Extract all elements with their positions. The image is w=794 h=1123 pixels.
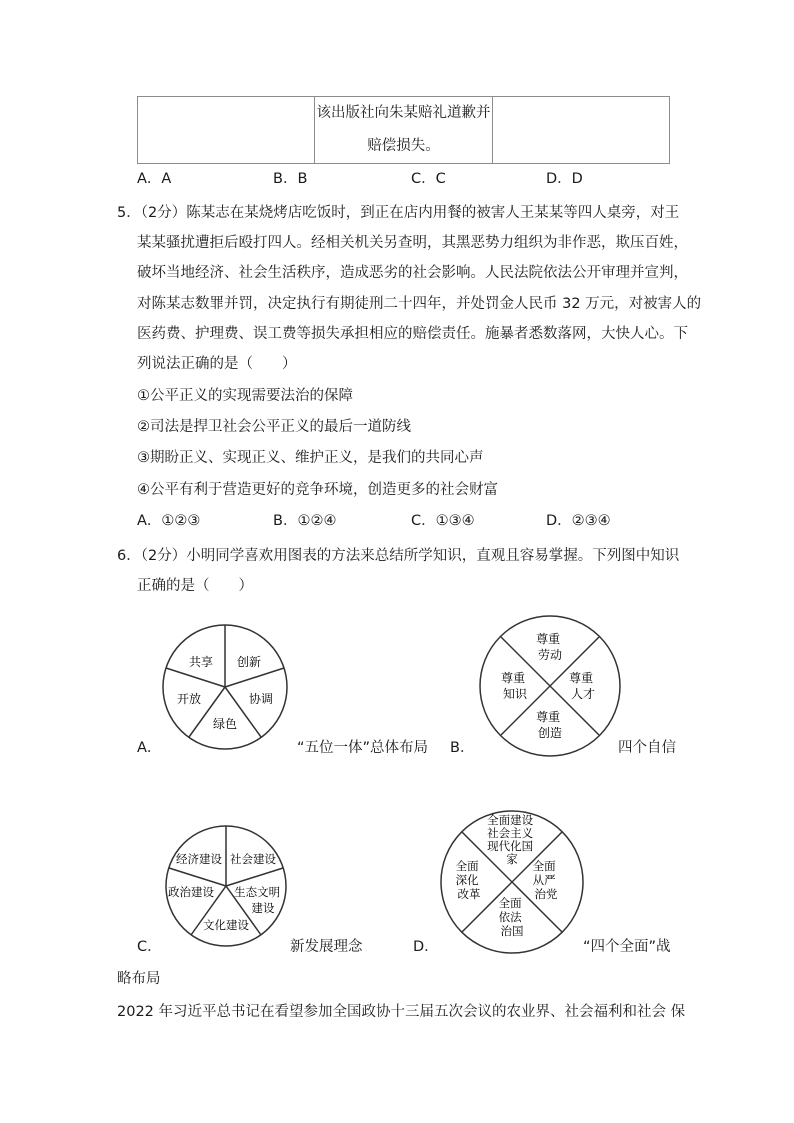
diagram-b-slice-1-l2: 劳动 [537, 648, 563, 662]
diagram-d-slice-4-l2: 深化 [455, 873, 479, 887]
q5-line-5: 医药费、护理费、误工费等损失承担相应的赔偿责任。施暴者悉数落网，大快人心。下 [137, 326, 688, 342]
answer-table [137, 96, 670, 164]
diagram-d-slice-1-l1: 全面建设 [487, 813, 534, 827]
table-cell-empty-left [138, 97, 315, 164]
diagram-d-slice-1-l2: 社会主义 [487, 826, 534, 840]
diagram-a-slice-4: 绿色 [212, 717, 238, 731]
table-cell-line-1: 该出版社向朱某赔礼道歉并 [316, 105, 491, 121]
diagram-b-slice-2-l2: 人才 [570, 687, 596, 701]
q6-line-2: 正确的是（ ） [137, 578, 253, 594]
table-cell-text [315, 97, 492, 164]
diagram-b-slice-4-l2: 知识 [502, 687, 528, 701]
table-cell-line-2: 赔偿损失。 [367, 138, 440, 154]
diagram-d-slice-1-l4: 家 [506, 852, 518, 866]
q6-option-d-caption-cont: 略布局 [117, 971, 161, 987]
diagram-c-slice-3-l1: 生态文明 [234, 885, 281, 899]
diagram-a-slice-2: 创新 [236, 655, 262, 669]
diagram-b-pie [476, 612, 624, 760]
diagram-d-slice-4 [456, 859, 483, 901]
diagram-a-slice-5: 开放 [176, 692, 202, 706]
q5-statement-1: ①公平正义的实现需要法治的保障 [137, 388, 353, 404]
q5-line-3: 破坏当地经济、社会生活秩序，造成恶劣的社会影响。人民法院依法公开审理并宣判， [137, 265, 688, 281]
diagram-b-slice-3 [536, 709, 564, 740]
diagram-c-slice-2: 社会建设 [230, 852, 276, 866]
q4-option-d[interactable]: D．D [546, 171, 583, 187]
q5-option-d[interactable]: D．②③④ [546, 513, 611, 529]
footer-text-line: 2022 年习近平总书记在看望参加全国政协十三届五次会议的农业界、社会福利和社会 保 [117, 1004, 686, 1020]
q4-option-b[interactable]: B．B [273, 171, 308, 187]
diagram-b-slice-4-l1: 尊重 [501, 671, 526, 685]
diagram-d-slice-1 [487, 813, 537, 866]
diagram-d-slice-1-l3: 现代化国 [487, 839, 534, 853]
q6-option-c[interactable]: C． [137, 939, 162, 955]
diagram-c-slice-3-l2: 建设 [251, 901, 275, 915]
diagram-d-slice-2 [533, 859, 560, 901]
q5-option-a[interactable]: A．①②③ [137, 513, 201, 529]
diagram-b-slice-3-l1: 尊重 [536, 710, 561, 724]
q6-line-1: 6．（2分）小明同学喜欢用图表的方法来总结所学知识，直观且容易掌握。下列图中知识 [117, 548, 680, 564]
q5-statement-2: ②司法是捍卫社会公平正义的最后一道防线 [137, 419, 411, 435]
q6-option-b[interactable]: B． [450, 740, 475, 756]
diagram-d-slice-2-l1: 全面 [532, 859, 556, 873]
diagram-b-slice-4 [501, 670, 529, 701]
diagram-d-slice-2-l2: 从严 [532, 873, 556, 887]
diagram-a-pie [160, 622, 290, 752]
diagram-d-slice-3 [499, 896, 526, 938]
q5-line-1: 5．（2分）陈某志在某烧烤店吃饭时，到正在店内用餐的被害人王某某等四人桌旁，对王 [117, 205, 680, 221]
diagram-a-slice-3: 协调 [248, 692, 274, 706]
q5-line-4: 对陈某志数罪并罚，决定执行有期徒刑二十四年，并处罚金人民币 32 万元，对被害人的 [137, 296, 702, 312]
diagram-d-slice-3-l2: 依法 [498, 910, 522, 924]
q4-option-a[interactable]: A．A [137, 171, 172, 187]
q6-option-d-caption: “四个全面”战 [583, 939, 671, 955]
diagram-d-slice-2-l3: 治党 [534, 887, 558, 901]
q5-statement-3: ③期盼正义、实现正义、维护正义，是我们的共同心声 [137, 450, 484, 466]
diagram-b-slice-2 [569, 670, 597, 701]
diagram-c-slice-5: 政治建设 [168, 885, 214, 899]
diagram-c-slice-4: 文化建设 [203, 918, 249, 932]
q4-option-c[interactable]: C．C [411, 171, 446, 187]
q5-option-c[interactable]: C．①③④ [411, 513, 475, 529]
diagram-d-slice-4-l1: 全面 [455, 859, 479, 873]
diagram-d-pie [436, 806, 588, 958]
diagram-c-pie [162, 822, 290, 950]
q5-line-6: 列说法正确的是（ ） [137, 356, 297, 372]
diagram-b-slice-3-l2: 创造 [537, 726, 563, 740]
diagram-d-slice-4-l3: 改革 [457, 887, 481, 901]
diagram-d-slice-3-l3: 治国 [500, 924, 524, 938]
q6-option-a[interactable]: A． [137, 740, 162, 756]
table-cell-empty-right [492, 97, 669, 164]
q6-option-d[interactable]: D． [413, 939, 439, 955]
q5-line-2: 某某骚扰遭拒后殴打四人。经相关机关另查明，其黑恶势力组织为非作恶，欺压百姓， [137, 235, 688, 251]
diagram-a-slice-1: 共享 [188, 655, 214, 669]
q5-option-b[interactable]: B．①②④ [273, 513, 337, 529]
diagram-d-slice-3-l1: 全面 [498, 896, 522, 910]
q6-option-c-caption: 新发展理念 [290, 939, 363, 955]
diagram-b-slice-1-l1: 尊重 [536, 632, 561, 646]
diagram-c-slice-3 [234, 885, 284, 915]
diagram-b-slice-2-l1: 尊重 [569, 671, 594, 685]
diagram-c-slice-1: 经济建设 [176, 852, 222, 866]
diagram-b-slice-1 [536, 631, 564, 662]
q6-option-b-caption: 四个自信 [618, 740, 676, 756]
q6-option-a-caption: “五位一体”总体布局 [297, 740, 429, 756]
q5-statement-4: ④公平有利于营造更好的竞争环境，创造更多的社会财富 [137, 482, 498, 498]
